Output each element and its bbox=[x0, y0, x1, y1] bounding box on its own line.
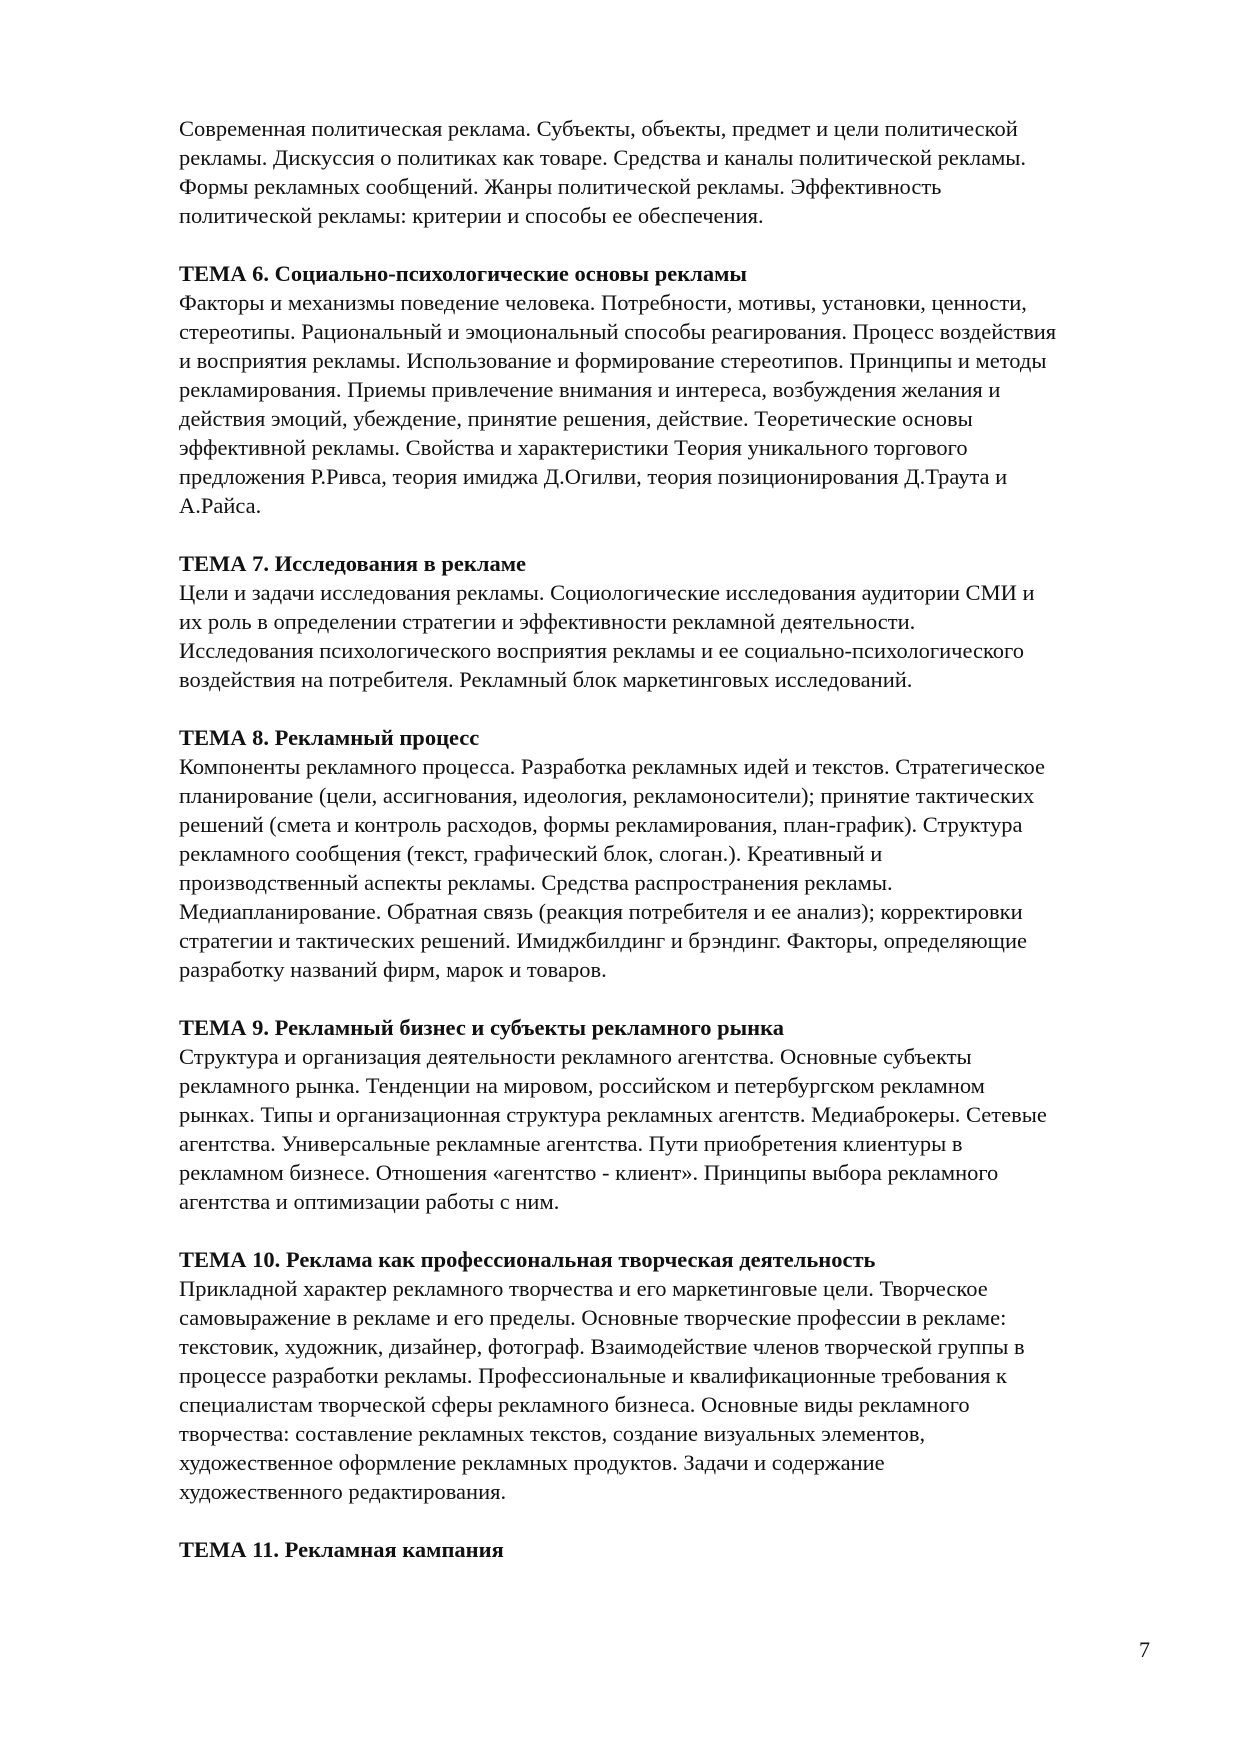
section-heading: ТЕМА 6. Социально-психологические основы рекламы bbox=[179, 261, 747, 286]
section-heading: ТЕМА 8. Рекламный процесс bbox=[179, 725, 480, 750]
text-line: Современная политическая реклама. Субъекты, объекты, предмет и цели политической bbox=[179, 116, 1018, 141]
section-heading: ТЕМА 10. Реклама как профессиональная творческая деятельность bbox=[179, 1247, 876, 1272]
text-line: производственный аспекты рекламы. Средства распространения рекламы. bbox=[179, 870, 893, 895]
text-line: текстовик, художник, дизайнер, фотограф. Взаимодействие членов творческой группы в bbox=[179, 1334, 1025, 1359]
text-line: специалистам творческой сферы рекламного бизнеса. Основные виды рекламного bbox=[179, 1392, 970, 1417]
text-line: решений (смета и контроль расходов, формы рекламирования, план-график). Структура bbox=[179, 812, 1023, 837]
text-line: и восприятия рекламы. Использование и формирование стереотипов. Принципы и методы bbox=[179, 348, 1047, 373]
section-topic-6 bbox=[179, 259, 1179, 520]
section-body bbox=[179, 1042, 1179, 1216]
text-line: Структура и организация деятельности рекламного агентства. Основные субъекты bbox=[179, 1044, 972, 1069]
section-topic-10 bbox=[179, 1245, 1179, 1506]
section-heading: ТЕМА 11. Рекламная кампания bbox=[179, 1537, 504, 1562]
intro-paragraph bbox=[179, 114, 1179, 230]
text-line: агентства и оптимизации работы с ним. bbox=[179, 1189, 560, 1214]
section-body bbox=[179, 288, 1179, 520]
text-line: эффективной рекламы. Свойства и характеристики Теория уникального торгового bbox=[179, 435, 968, 460]
section-topic-9 bbox=[179, 1013, 1179, 1216]
text-line: самовыражение в рекламе и его пределы. Основные творческие профессии в рекламе: bbox=[179, 1305, 1007, 1330]
text-line: агентства. Универсальные рекламные агентства. Пути приобретения клиентуры в bbox=[179, 1131, 963, 1156]
text-line: Компоненты рекламного процесса. Разработка рекламных идей и текстов. Стратегическое bbox=[179, 754, 1046, 779]
text-line: рынках. Типы и организационная структура рекламных агентств. Медиаброкеры. Сетевые bbox=[179, 1102, 1047, 1127]
section-topic-11 bbox=[179, 1535, 1179, 1564]
text-line: стратегии и тактических решений. Имиджбилдинг и брэндинг. Факторы, определяющие bbox=[179, 928, 1028, 953]
text-line: воздействия на потребителя. Рекламный блок маркетинговых исследований. bbox=[179, 667, 913, 692]
text-line: рекламном бизнесе. Отношения «агентство - клиент». Принципы выбора рекламного bbox=[179, 1160, 999, 1185]
section-topic-7 bbox=[179, 549, 1179, 694]
text-line: разработку названий фирм, марок и товаров. bbox=[179, 957, 607, 982]
text-line: Медиапланирование. Обратная связь (реакция потребителя и ее анализ); корректировки bbox=[179, 899, 1023, 924]
section-body bbox=[179, 752, 1179, 984]
section-heading: ТЕМА 9. Рекламный бизнес и субъекты рекламного рынка bbox=[179, 1015, 784, 1040]
text-line: Формы рекламных сообщений. Жанры политической рекламы. Эффективность bbox=[179, 174, 942, 199]
text-line: процессе разработки рекламы. Профессиональные и квалификационные требования к bbox=[179, 1363, 1007, 1388]
text-line: рекламы. Дискуссия о политиках как товаре. Средства и каналы политической рекламы. bbox=[179, 145, 1027, 170]
text-line: политической рекламы: критерии и способы ее обеспечения. bbox=[179, 203, 764, 228]
text-line: творчества: составление рекламных текстов, создание визуальных элементов, bbox=[179, 1421, 926, 1446]
text-line: стереотипы. Рациональный и эмоциональный способы реагирования. Процесс воздействия bbox=[179, 319, 1057, 344]
text-line: Прикладной характер рекламного творчества и его маркетинговые цели. Творческое bbox=[179, 1276, 988, 1301]
text-line: действия эмоций, убеждение, принятие решения, действие. Теоретические основы bbox=[179, 406, 973, 431]
section-body bbox=[179, 578, 1179, 694]
text-line: А.Райса. bbox=[179, 493, 262, 518]
text-line: художественное оформление рекламных продуктов. Задачи и содержание bbox=[179, 1450, 885, 1475]
text-line: предложения Р.Ривса, теория имиджа Д.Огилви, теория позиционирования Д.Траута и bbox=[179, 464, 1008, 489]
section-heading: ТЕМА 7. Исследования в рекламе bbox=[179, 551, 527, 576]
text-line: рекламного сообщения (текст, графический блок, слоган.). Креативный и bbox=[179, 841, 883, 866]
text-line: рекламирования. Приемы привлечение внимания и интереса, возбуждения желания и bbox=[179, 377, 1001, 402]
text-line: их роль в определении стратегии и эффективности рекламной деятельности. bbox=[179, 609, 916, 634]
text-line: планирование (цели, ассигнования, идеология, рекламоносители); принятие тактических bbox=[179, 783, 1035, 808]
text-line: Факторы и механизмы поведение человека. Потребности, мотивы, установки, ценности, bbox=[179, 290, 1027, 315]
page-number: 7 bbox=[1139, 1637, 1150, 1662]
section-body bbox=[179, 1274, 1179, 1506]
document-page bbox=[179, 114, 1179, 1564]
text-line: рекламного рынка. Тенденции на мировом, российском и петербургском рекламном bbox=[179, 1073, 985, 1098]
text-line: художественного редактирования. bbox=[179, 1479, 507, 1504]
text-line: Цели и задачи исследования рекламы. Социологические исследования аудитории СМИ и bbox=[179, 580, 1035, 605]
text-line: Исследования психологического восприятия рекламы и ее социально-психологического bbox=[179, 638, 1024, 663]
section-topic-8 bbox=[179, 723, 1179, 984]
